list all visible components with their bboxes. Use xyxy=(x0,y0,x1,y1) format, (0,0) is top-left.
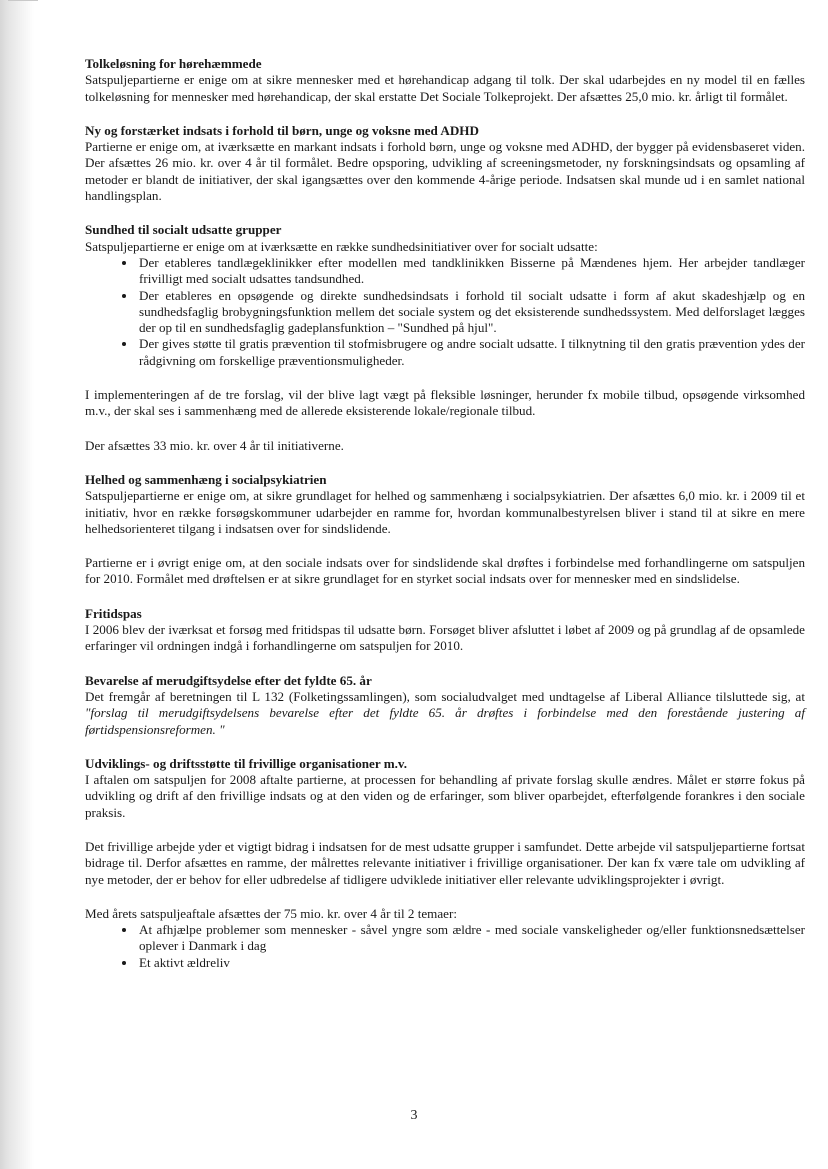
section-body-2: Partierne er i øvrigt enige om, at den sociale indsats over for sindslidende skal drøftes i forbindelse med forhandlingerne om satspuljen for 2010. Formålet med drøftelsen er at sikre grundlaget for en styrket social indsats over for mennesker med en sindslidelse. xyxy=(85,555,805,587)
section-body: I aftalen om satspuljen for 2008 aftalte partierne, at processen for behandling af private forslag skulle ændres. Målet er større fokus på udvikling og drift af den frivillige indsats og at den viden og de erfaringer, som bliver oparbejdet, efterfølgende forankres i den sociale praksis. xyxy=(85,772,805,820)
section-heading: Ny og forstærket indsats i forhold til børn, unge og voksne med ADHD xyxy=(85,122,479,138)
funding-paragraph: Der afsættes 33 mio. kr. over 4 år til initiativerne. xyxy=(85,437,344,453)
section-heading: Helhed og sammenhæng i socialpsykiatrien xyxy=(85,471,327,487)
document-page xyxy=(85,56,805,971)
list-item: • Der etableres en opsøgende og direkte sundhedsindsats i forhold til socialt udsatte i form af akut skadeshjælp og en sundhedsfaglig brobygningsfunktion mellem det sociale system og det eksisterende sundhedssystem. Med delforslaget lægges der op til en sundhedsfaglig gadeplansfunktion – "Sundhed på hjul". xyxy=(137,288,805,337)
section-fritidspas xyxy=(85,606,805,655)
section-body-2: Det frivillige arbejde yder et vigtigt bidrag i indsatsen for de mest udsatte grupper i samfundet. Dette arbejde vil satspuljepartierne fortsat bidrage til. Derfor afsættes en ramme, der målrettes relevante initiativer i frivillige organisationer. Der kan fx være tale om udvikling af nye metoder, der er behov for eller udbredelse af tidligere udviklede initiativer eller relevante udviklingsprojekter i øvrigt. xyxy=(85,838,805,887)
section-body xyxy=(85,689,805,738)
section-merudgiftsydelse xyxy=(85,673,805,738)
quote-text: "forslag til merudgiftsydelsens bevarelse efter det fyldte 65. år drøftes i forbindelse med den forestående justering af førtidspensionsreformen. " xyxy=(85,705,805,737)
section-socialpsykiatri xyxy=(85,472,805,537)
section-body: I 2006 blev der iværksat et forsøg med fritidspas til udsatte børn. Forsøget bliver afsluttet i løbet af 2009 og på grundlag af de opsamlede erfaringer vil ordningen indgå i forhandlingerne om satspuljen for 2010. xyxy=(85,622,805,654)
bullet-list xyxy=(85,255,805,369)
page-number: 3 xyxy=(410,1108,418,1123)
list-item: • At afhjælpe problemer som mennesker - såvel yngre som ældre - med sociale vanskeligheder og/eller funktionsnedsættelser oplever i Danmark i dag xyxy=(137,922,805,955)
section-heading: Bevarelse af merudgiftsydelse efter det fyldte 65. år xyxy=(85,672,372,688)
list-item: • Der gives støtte til gratis prævention til stofmisbrugere og andre socialt udsatte. I tilknytning til den gratis prævention ydes der rådgivning om forskellige præventionsmuligheder. xyxy=(137,336,805,369)
section-adhd xyxy=(85,123,805,204)
list-item: • Et aktivt ældreliv xyxy=(137,955,805,971)
section-sundhed xyxy=(85,222,805,369)
section-heading: Udviklings- og driftsstøtte til frivillige organisationer m.v. xyxy=(85,755,407,771)
section-heading: Fritidspas xyxy=(85,605,142,621)
bullet-list xyxy=(85,922,805,971)
implementation-paragraph: I implementeringen af de tre forslag, vil der blive lagt vægt på fleksible løsninger, herunder fx mobile tilbud, opsøgende virksomhed m.v., der skal ses i sammenhæng med de allerede eksisterende lokale/regionale tilbud. xyxy=(85,387,805,419)
section-frivillige xyxy=(85,756,805,821)
body-text: Det fremgår af beretningen til L 132 (Folketingssamlingen), som socialudvalget med undtagelse af Liberal Alliance tilsluttede sig, at xyxy=(85,688,805,704)
section-heading: Sundhed til socialt udsatte grupper xyxy=(85,222,282,238)
themes-intro: Med årets satspuljeaftale afsættes der 75 mio. kr. over 4 år til 2 temaer: xyxy=(85,905,457,921)
scan-edge-shadow xyxy=(0,0,34,1169)
section-body: Satspuljepartierne er enige om at sikre mennesker med et hørehandicap adgang til tolk. Der skal udarbejdes en ny model til en fælles tolkeløsning for mennesker med hørehandicap, der skal erstatte Det Sociale Tolkeprojekt. Der afsættes 25,0 mio. kr. årligt til formålet. xyxy=(85,72,805,104)
section-intro: Satspuljepartierne er enige om at iværksætte en række sundhedsinitiativer over for socialt udsatte: xyxy=(85,238,598,254)
list-item: • Der etableres tandlægeklinikker efter modellen med tandklinikken Bisserne på Mændenes hjem. Her arbejder tandlæger frivilligt med socialt udsattes tandsundhed. xyxy=(137,255,805,288)
section-tolkeloesning xyxy=(85,56,805,105)
section-heading: Tolkeløsning for hørehæmmede xyxy=(85,56,262,71)
scan-edge-mark xyxy=(8,0,38,9)
section-body: Satspuljepartierne er enige om, at sikre grundlaget for helhed og sammenhæng i socialpsykiatrien. Der afsættes 6,0 mio. kr. i 2009 til et initiativ, hvor en række forsøgskommuner udarbejder en ramme for, hvordan kommunalbestyrelsen bliver i stand til at sikre en mere helhedsorienteret tilgang i indsatsen over for sindslidende. xyxy=(85,488,805,536)
section-body: Partierne er enige om, at iværksætte en markant indsats i forhold børn, unge og voksne med ADHD, der bygger på evidensbaseret viden. Der afsættes 26 mio. kr. over 4 år til formålet. Bedre opsporing, udvikling af screeningsmetoder, ny forskningsindsats og opsamling af metoder er blandt de initiativer, der skal igangsættes over den kommende 4-årige periode. Indsatsen skal munde ud i en samlet national handlingsplan. xyxy=(85,139,805,204)
